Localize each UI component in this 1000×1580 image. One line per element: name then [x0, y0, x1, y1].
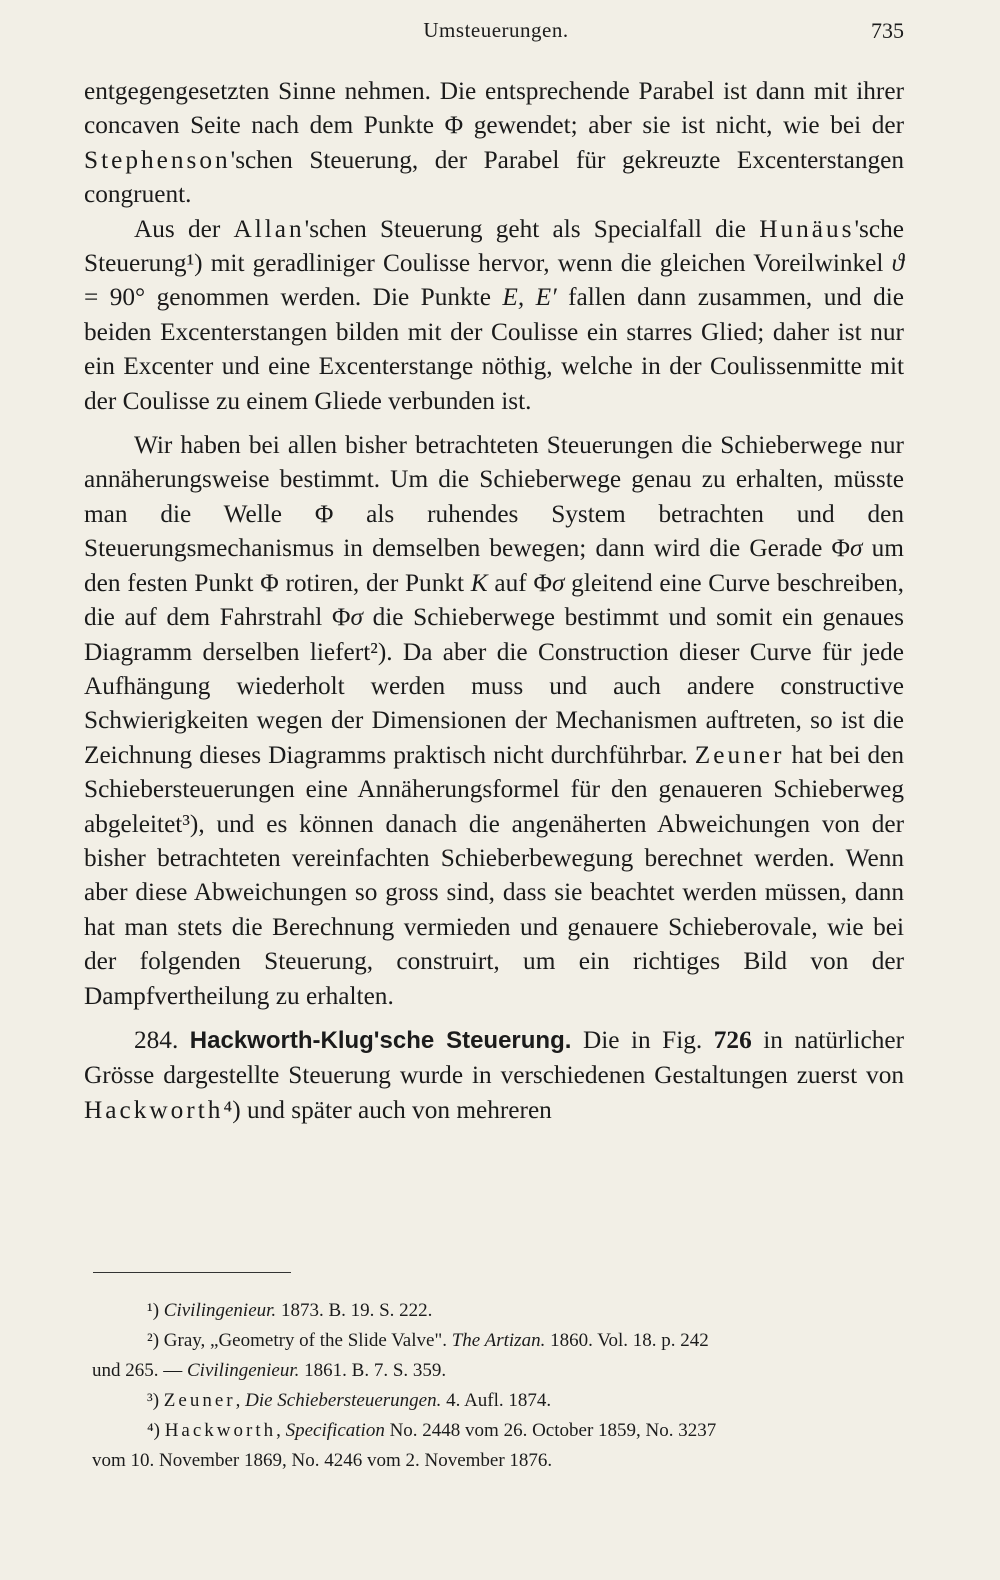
footnote-marker: ³) [147, 1390, 164, 1411]
text-run: fallen dann zusammen, und die beiden Excenterstangen bilden mit der Coulisse ein starres Glied; daher ist nur ein Excenter und eine Excenterstange nöthig, welche in der Coulissenmitte mit der Coulisse zu einem Gliede verbunden ist. [84, 283, 904, 415]
figure-reference: 726 [713, 1025, 752, 1054]
footnote-2-continued [92, 1356, 904, 1386]
footnote-4-continued [92, 1446, 904, 1476]
text-run: 'schen Steuerung, der Parabel für gekreuzte Excenterstangen congruent. [84, 145, 904, 209]
text-run: Wir haben bei allen bisher betrachteten Steuerungen die Schieberwege nur annäherungsweise bestimmt. Um die Schieberwege genau zu erhalten, müsste man die Welle Φ als ruhendes System betrachten und den Steuerungsmechanismus in demselben bewegen; dann wird die Gerade Φ [84, 431, 904, 563]
person-name: Hackworth [164, 1420, 277, 1441]
citation-source: Civilingenieur. [163, 1300, 277, 1321]
footnote-marker: ⁴) [147, 1420, 165, 1441]
footnote-1 [92, 1296, 904, 1326]
person-name: Zeuner [694, 740, 785, 769]
citation-source: The Artizan. [451, 1330, 546, 1351]
main-text [84, 74, 904, 1127]
paragraph-4 [84, 1023, 904, 1127]
text-run: 1860. Vol. 18. p. 242 [545, 1330, 709, 1351]
paragraph-3 [84, 428, 904, 1013]
text-run: 1861. B. 7. S. 359. [299, 1360, 447, 1381]
text-run: vom 10. November 1869, No. 4246 vom 2. November 1876. [92, 1450, 553, 1471]
running-title: Umsteuerungen. [423, 18, 569, 42]
footnote-4 [92, 1416, 904, 1446]
math-variable: K [470, 568, 488, 597]
paragraph-2 [84, 212, 904, 418]
person-name: Hackworth [84, 1095, 224, 1124]
text-run: = 90° genommen werden. Die Punkte [84, 283, 503, 312]
text-run: , [235, 1390, 246, 1411]
footnote-divider [93, 1272, 291, 1273]
text-run: 4. Aufl. 1874. [441, 1390, 552, 1411]
person-name: Stephenson [84, 145, 231, 174]
footnote-3 [92, 1386, 904, 1416]
footnotes [92, 1296, 904, 1476]
section-number: 284. [134, 1025, 179, 1054]
text-run: die Schieberwege bestimmt und somit ein genaues Diagramm derselben liefert²). Da aber die Construction dieser Curve für jede Aufhängung wiederholt werden muss und auch andere constructive Schwierigkeiten wegen der Dimensionen der Mechanismen auftreten, so ist die Zeichnung dieses Diagramms praktisch nicht durchführbar. [84, 603, 904, 769]
text-run: entgegengesetzten Sinne nehmen. Die entsprechende Parabel ist dann mit ihrer concaven Seite nach dem Punkte Φ gewendet; aber sie ist nicht, wie bei der [84, 77, 904, 140]
text-run: in natürlicher Grösse dargestellte Steuerung wurde in verschiedenen Gestaltungen zuerst von [84, 1025, 904, 1090]
page-number: 735 [871, 18, 904, 43]
page-header [88, 18, 904, 48]
text-run: 'sche Steuerung¹) mit geradliniger Coulisse hervor, wenn die gleichen Voreilwinkel [84, 214, 904, 278]
text-run: auf Φ [487, 568, 552, 597]
math-variable: σ [850, 534, 863, 563]
text-run: gleitend eine Curve beschreiben, die auf dem Fahrstrahl Φ [84, 568, 904, 632]
citation-source: Die Schiebersteuerungen. [245, 1390, 442, 1411]
text-run: Die in Fig. [571, 1025, 714, 1054]
citation-source: Civilingenieur. [187, 1360, 300, 1381]
section-heading: Hackworth-Klug'sche Steuerung. [189, 1026, 572, 1054]
math-variable: ϑ [891, 249, 904, 278]
person-name: Allan [233, 214, 305, 243]
text-run: Aus der [134, 214, 234, 243]
text-run: 'schen Steuerung geht als Specialfall die [304, 214, 760, 243]
text-run: No. 2448 vom 26. October 1859, No. 3237 [384, 1420, 717, 1441]
text-run: ⁴) und später auch von mehreren [223, 1095, 552, 1124]
footnote-marker: ¹) [147, 1300, 164, 1321]
text-run: , [276, 1420, 286, 1441]
text-run: hat bei den Schiebersteuerungen eine Annäherungsformel für den genaueren Schieberweg abgeleitet³), und es können danach die angenäherten Abweichungen von der bisher betrachteten vereinfachten Schieberbewegung berechnet werden. Wenn aber diese Abweichungen so gross sind, dass sie beachtet werden müssen, dann hat man stets die Berechnung vermieden und genauere Schieberovale, wie bei der folgenden Steuerung, construirt, um ein richtiges Bild von der Dampfvertheilung zu erhalten. [84, 740, 904, 1010]
math-variable: σ [350, 603, 363, 632]
text-run: um den festen Punkt Φ rotiren, der Punkt [84, 534, 904, 597]
person-name: Zeuner [163, 1390, 236, 1411]
citation-source: Specification [285, 1420, 385, 1441]
math-variable: E, E′ [502, 283, 557, 312]
footnote-2 [92, 1326, 904, 1356]
person-name: Hunäus [759, 214, 855, 243]
text-run: 1873. B. 19. S. 222. [276, 1300, 433, 1321]
text-run: und 265. — [92, 1360, 187, 1381]
paragraph-1 [84, 74, 904, 212]
math-variable: σ [551, 568, 565, 597]
footnote-marker: ²) [147, 1330, 164, 1351]
text-run: Gray, „Geometry of the Slide Valve". [163, 1330, 452, 1351]
